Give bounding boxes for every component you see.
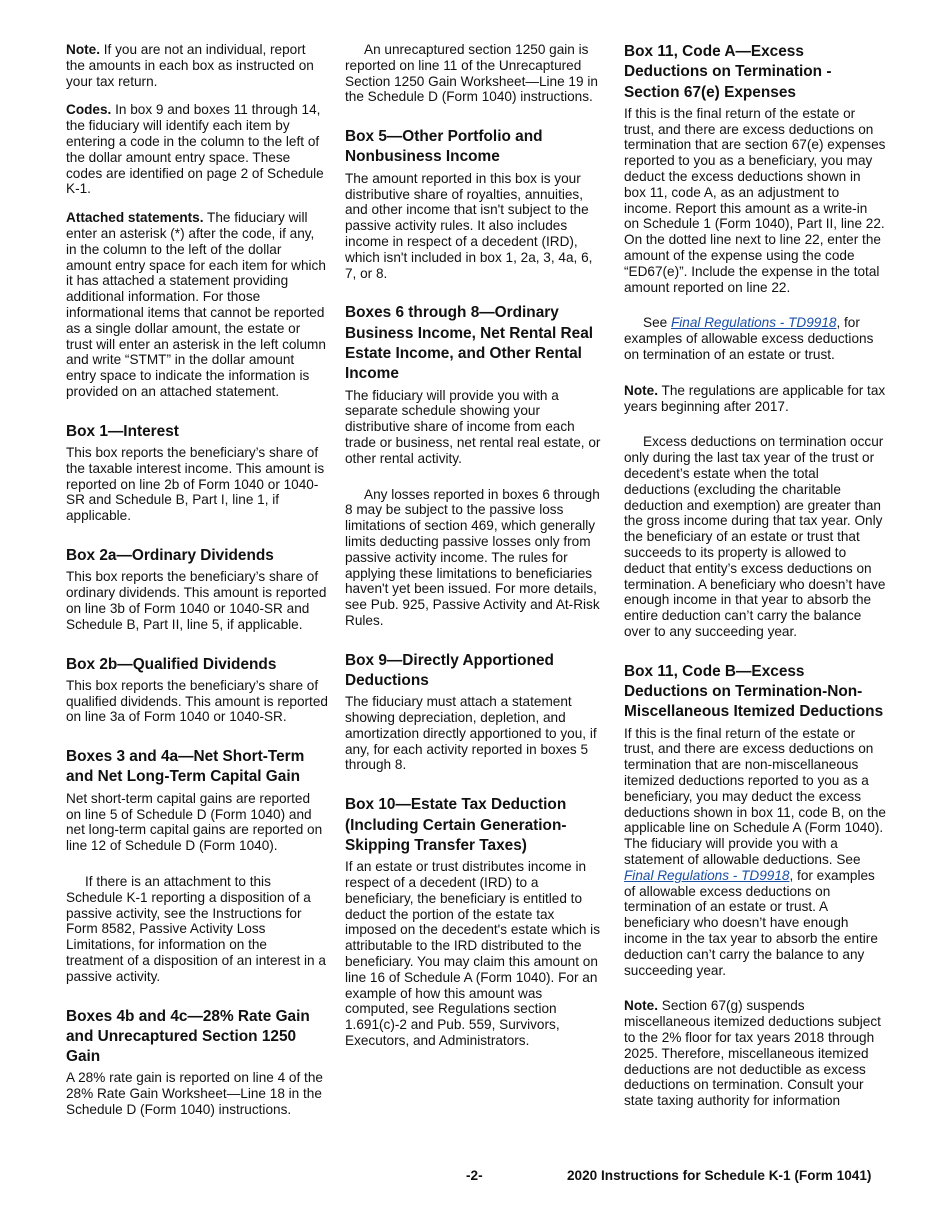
box10-text: If an estate or trust distributes income in respect of a decedent (IRD) to a beneficiary, the beneficiary is entitled to deduct the portion of the estate tax imposed on the decedent's estate which is attributable to the IRD distributed to the beneficiary. You may claim this amount on line 16 of Schedule A (Form 1040). For an example of how this amount was computed, see Regulations section 1.691(c)-2 and Pub. 559, Survivors, Executors, and Administrators. (345, 859, 600, 1048)
box9-heading: Box 9—Directly Apportioned Deductions (345, 651, 554, 689)
final-regulations-link-2[interactable]: Final Regulations - TD9918 (624, 867, 790, 883)
box11-code-b-paragraph (624, 726, 886, 979)
box9-text: The fiduciary must attach a statement showing depreciation, depletion, and amortization directly apportioned to you, if any, for each activity reported in boxes 5 through 8. (345, 694, 597, 773)
section-67g-note-paragraph (624, 998, 886, 1109)
boxes6-8-text: The fiduciary will provide you with a separate schedule showing your distributive share of income from each trade or business, net rental real estate, or other rental activity. (345, 387, 601, 466)
see-prefix: See (643, 315, 671, 331)
regulations-note-text: The regulations are applicable for tax years beginning after 2017. (624, 382, 886, 414)
box11-code-a-text: If this is the final return of the estate or trust, and there are excess deductions on termination that are section 67(e) expenses reported to you as a beneficiary, you may deduct the excess deductions shown in box 11, code A, as an adjustment to income. Report this amount as a write-in on Schedule 1 (Form 1040), Part II, line 22. On the dotted line next to line 22, enter the amount of the expense using the code “ED67(e)”. Include the expense in the total amount reported on line 22. (624, 105, 886, 295)
box2a-heading: Box 2a—Ordinary Dividends (66, 547, 274, 565)
box10-heading: Box 10—Estate Tax Deduction (Including Certain Generation-Skipping Transfer Taxes) (345, 796, 567, 854)
final-regulations-link[interactable]: Final Regulations - TD9918 (670, 315, 837, 331)
note-text: If you are not an individual, report the amounts in each box as instructed on your tax return. (66, 42, 314, 89)
boxes4b-4c-heading: Boxes 4b and 4c—28% Rate Gain and Unrecaptured Section 1250 Gain (66, 1007, 310, 1066)
regulations-note-lead: Note. (624, 382, 658, 398)
codes-text: In box 9 and boxes 11 through 14, the fiduciary will identify each item by entering a code in the column to the left of the dollar amount entry space. These codes are identified on page 2 of Schedule K-1. (66, 102, 324, 197)
attached-statements-lead: Attached statements. (66, 210, 204, 226)
boxes3-4a-attachment-text: If there is an attachment to this Schedule K-1 reporting a disposition of a passive activity, see the Instructions for Form 8582, Passive Activity Loss Limitations, for information on the treatment of a disposition of an interest in a passive activity. (66, 873, 326, 984)
section-67g-note-lead: Note. (624, 998, 658, 1014)
column-right (624, 42, 886, 1122)
unrecaptured-gain-text: An unrecaptured section 1250 gain is reported on line 11 of the Unrecaptured Section 1250 Gain Worksheet—Line 19 in the Schedule D (Form 1040) instructions. (345, 42, 598, 105)
note-paragraph (66, 42, 328, 89)
box5-text: The amount reported in this box is your distributive share of royalties, annuities, and other income that isn't subject to the passive activity rules. It also includes income in respect of a decedent (IRD), which isn't included in box 1, 2a, 3, 4a, 6, 7, or 8. (345, 170, 593, 281)
box11-code-a-heading: Box 11, Code A—Excess Deductions on Termination - Section 67(e) Expenses (624, 43, 832, 101)
box1-heading: Box 1—Interest (66, 422, 179, 440)
see-regulations-paragraph (624, 315, 886, 362)
box11-code-b-prefix: If this is the final return of the estate or trust, and there are excess deductions on termination that are non-miscellaneous itemized deductions reported to you as a beneficiary, you may deduct the excess deductions shown in box 11, code B, on the applicable line on Schedule A (Form 1040). The fiduciary will provide you with a statement of allowable deductions. See (624, 725, 886, 868)
box11-code-b-suffix: , for examples of allowable excess deductions on termination of an estate or trust. A beneficiary who doesn’t have enough income in the tax year to absorb the entire deduction can’t carry the balance to any succeeding year. (624, 867, 878, 978)
regulations-note-paragraph (624, 383, 886, 415)
excess-deductions-text: Excess deductions on termination occur only during the last tax year of the trust or decedent’s estate when the total deductions (excluding the charitable deduction and exemption) are greater than the gross income during that tax year. Only the beneficiary of an estate or trust that succeeds to its property is allowed to deduct that entity’s excess deductions on termination. A beneficiary who doesn’t have enough income in that year to absorb the entire deduction can’t carry the balance over to any succeeding year. (624, 434, 886, 639)
codes-paragraph (66, 102, 328, 197)
boxes6-8-heading: Boxes 6 through 8—Ordinary Business Income, Net Rental Real Estate Income, and Other Rental Income (345, 304, 594, 383)
boxes3-4a-heading: Boxes 3 and 4a—Net Short-Term and Net Long-Term Capital Gain (66, 748, 305, 786)
box2b-text: This box reports the beneficiary’s share of qualified dividends. This amount is reported on line 3a of Form 1040 or 1040-SR. (66, 677, 328, 725)
see-suffix: , for examples of allowable excess deductions on termination of an estate or trust. (624, 315, 874, 363)
column-middle (345, 42, 607, 1062)
section-67g-note-text: Section 67(g) suspends miscellaneous itemized deductions subject to the 2% floor for tax years 2018 through 2025. Therefore, miscellaneous itemized deductions are not deductible as excess deductions on termination. Consult your state taxing authority for information (624, 998, 881, 1109)
box2a-text: This box reports the beneficiary’s share of ordinary dividends. This amount is reported on line 3b of Form 1040 or 1040-SR and Schedule B, Part II, line 5, if applicable. (66, 569, 327, 632)
boxes6-8-losses-text: Any losses reported in boxes 6 through 8 may be subject to the passive loss limitations of section 469, which generally limits deducting passive losses only from passive activity income. The rules for applying these limitations to beneficiaries haven't yet been issued. For more details, see Pub. 925, Passive Activity and At-Risk Rules. (345, 486, 600, 628)
box5-heading: Box 5—Other Portfolio and Nonbusiness Income (345, 128, 543, 166)
box2b-heading: Box 2b—Qualified Dividends (66, 655, 277, 673)
box1-text: This box reports the beneficiary’s share of the taxable interest income. This amount is reported on line 2b of Form 1040 or 1040-SR and Schedule B, Part I, line 1, if applicable. (66, 445, 325, 524)
page-number: -2- (466, 1168, 483, 1183)
codes-lead: Codes. (66, 102, 112, 118)
note-lead: Note. (66, 42, 100, 57)
attached-statements-paragraph (66, 210, 328, 400)
attached-statements-text: The fiduciary will enter an asterisk (*) after the code, if any, in the column to the left of the dollar amount entry space for each item for which it has attached a statement providing additional information. For those informational items that cannot be reported as a single dollar amount, the estate or trust will enter an asterisk in the left column and write “STMT” in the dollar amount entry space to indicate the information is provided on an attached statement. (66, 210, 326, 399)
column-left (66, 42, 328, 1131)
boxes3-4a-text: Net short-term capital gains are reported on line 5 of Schedule D (Form 1040) and net long-term capital gains are reported on line 12 of Schedule D (Form 1040). (66, 790, 323, 854)
document-title: 2020 Instructions for Schedule K-1 (Form 1041) (567, 1168, 872, 1183)
boxes4b-4c-text: A 28% rate gain is reported on line 4 of the 28% Rate Gain Worksheet—Line 18 in the Schedule D (Form 1040) instructions. (66, 1070, 323, 1118)
box11-code-b-heading: Box 11, Code B—Excess Deductions on Termination-Non-Miscellaneous Itemized Deductions (624, 662, 884, 721)
